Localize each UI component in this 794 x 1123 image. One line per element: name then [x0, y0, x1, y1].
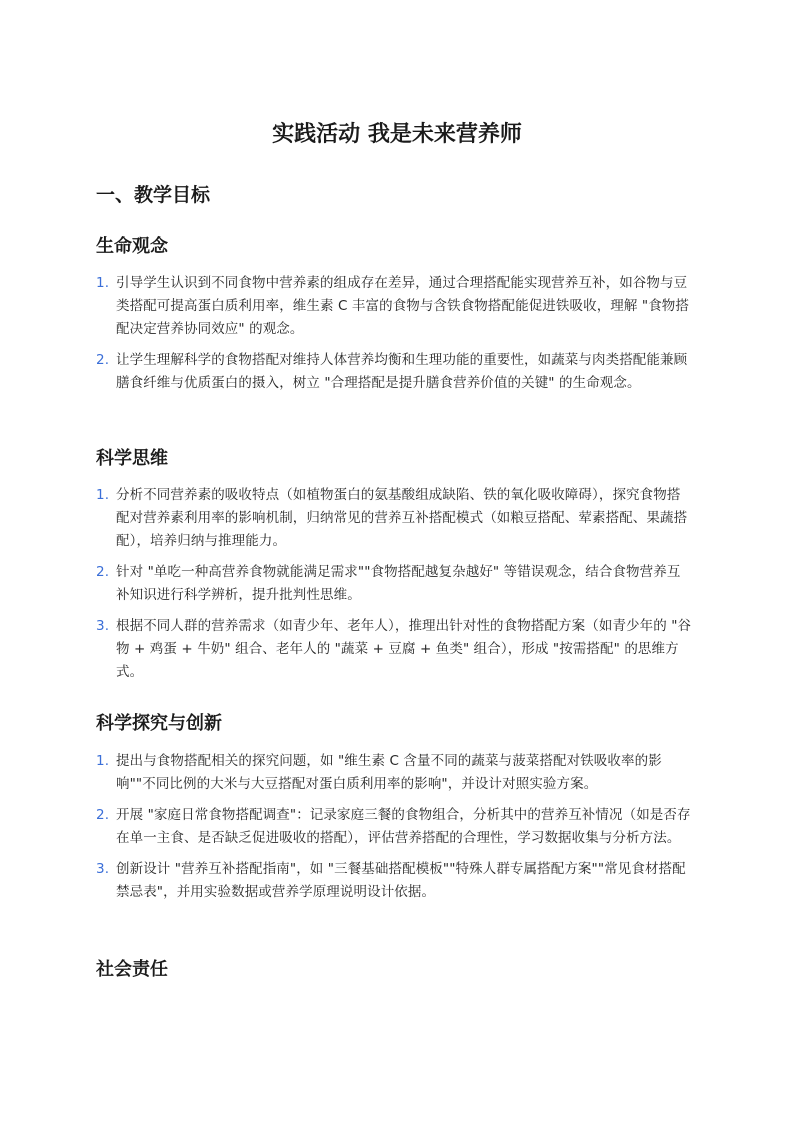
section-heading-teaching-goals: 一、教学目标: [96, 184, 211, 206]
list-number: 3.: [96, 618, 110, 634]
list-item-text: 引导学生认识到不同食物中营养素的组成存在差异，通过合理搭配能实现营养互补，如谷物与豆类搭配可提高蛋白质利用率，维生素 C 丰富的食物与含铁食物搭配能促进铁吸收，理解 "食物搭配决定营养协同效应" 的观念。: [116, 275, 690, 337]
list-item-text: 开展 "家庭日常食物搭配调查"：记录家庭三餐的食物组合，分析其中的营养互补情况（如是否存在单一主食、是否缺乏促进吸收的搭配），评估营养搭配的合理性，学习数据收集与分析方法。: [116, 807, 691, 846]
document-title: 实践活动 我是未来营养师: [272, 122, 522, 147]
list-item-text: 提出与食物搭配相关的探究问题，如 "维生素 C 含量不同的蔬菜与菠菜搭配对铁吸收率的影响""不同比例的大米与大豆搭配对蛋白质利用率的影响"，并设计对照实验方案。: [116, 753, 662, 792]
subsection-heading-social-responsibility: 社会责任: [96, 959, 168, 980]
list-item: [96, 858, 692, 904]
list-item: [96, 349, 692, 395]
list-item: [96, 272, 692, 341]
list-number: 1.: [96, 275, 110, 291]
list-item: [96, 561, 692, 607]
list-number: 1.: [96, 487, 110, 503]
list-item: [96, 750, 692, 796]
list-number: 2.: [96, 352, 110, 368]
scientific-thinking-list: [96, 484, 692, 692]
list-number: 2.: [96, 807, 110, 823]
subsection-heading-scientific-thinking: 科学思维: [96, 448, 168, 469]
subsection-heading-life-concept: 生命观念: [96, 236, 168, 257]
list-number: 3.: [96, 861, 110, 877]
list-item-text: 根据不同人群的营养需求（如青少年、老年人），推理出针对性的食物搭配方案（如青少年的 "谷物 + 鸡蛋 + 牛奶" 组合、老年人的 "蔬菜 + 豆腐 + 鱼类" 组合），形成 "按需搭配" 的思维方式。: [116, 618, 692, 680]
list-item-text: 分析不同营养素的吸收特点（如植物蛋白的氨基酸组成缺陷、铁的氧化吸收障碍），探究食物搭配对营养素利用率的影响机制，归纳常见的营养互补搭配模式（如粮豆搭配、荤素搭配、果蔬搭配），培养归纳与推理能力。: [116, 487, 688, 549]
list-item: [96, 615, 692, 684]
list-number: 2.: [96, 564, 110, 580]
list-item-text: 让学生理解科学的食物搭配对维持人体营养均衡和生理功能的重要性，如蔬菜与肉类搭配能兼顾膳食纤维与优质蛋白的摄入，树立 "合理搭配是提升膳食营养价值的关键" 的生命观念。: [116, 352, 688, 391]
inquiry-innovation-list: [96, 750, 692, 912]
list-item-text: 针对 "单吃一种高营养食物就能满足需求""食物搭配越复杂越好" 等错误观念，结合食物营养互补知识进行科学辨析，提升批判性思维。: [116, 564, 681, 603]
list-number: 1.: [96, 753, 110, 769]
list-item: [96, 484, 692, 553]
list-item: [96, 804, 692, 850]
list-item-text: 创新设计 "营养互补搭配指南"，如 "三餐基础搭配模板""特殊人群专属搭配方案""常见食材搭配禁忌表"，并用实验数据或营养学原理说明设计依据。: [116, 861, 686, 900]
subsection-heading-inquiry-innovation: 科学探究与创新: [96, 713, 222, 734]
life-concept-list: [96, 272, 692, 403]
